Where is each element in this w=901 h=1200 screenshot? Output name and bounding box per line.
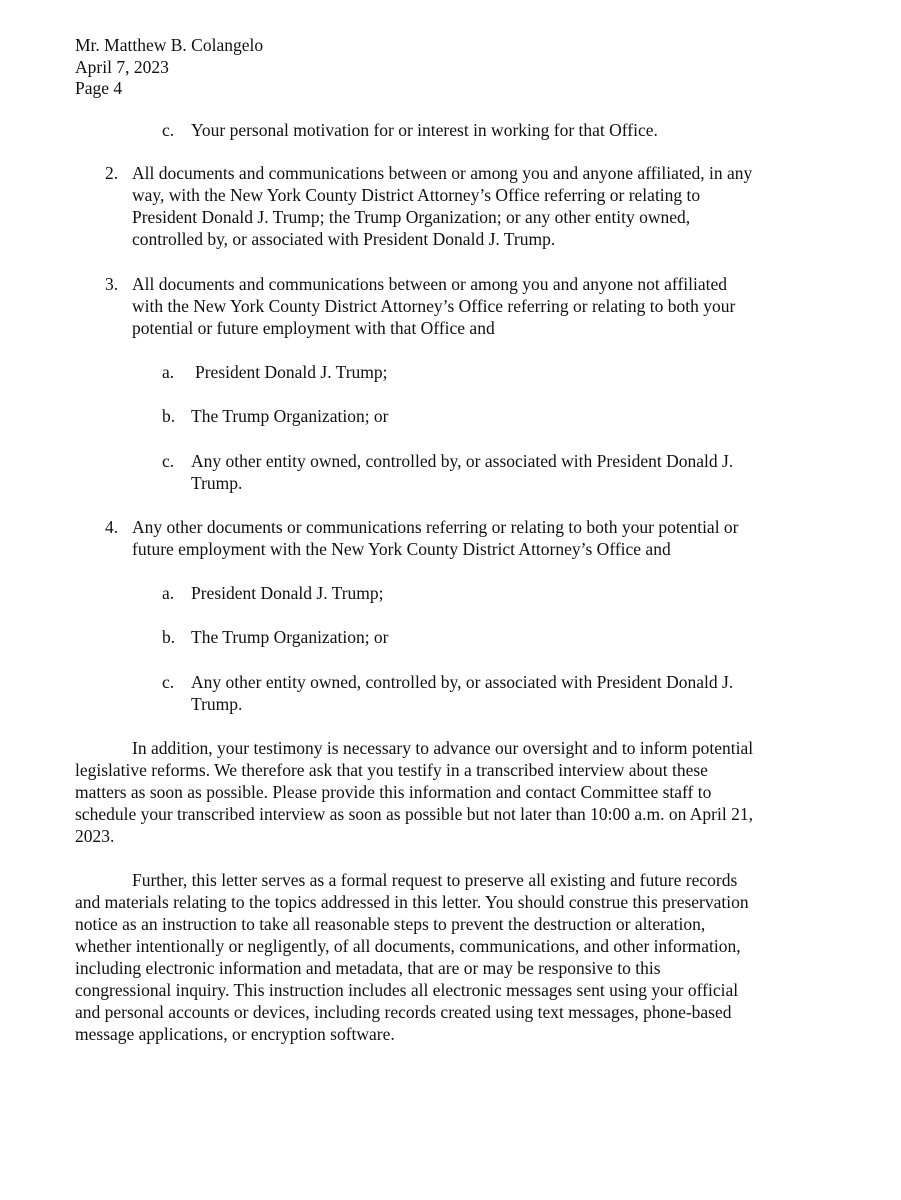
paragraph-line: congressional inquiry. This instruction includes all electronic messages sent using your official bbox=[75, 980, 739, 1000]
item-text-line: All documents and communications between or among you and anyone not affiliated bbox=[132, 274, 728, 294]
paragraph-line: and materials relating to the topics addressed in this letter. You should construe this preservation bbox=[75, 892, 749, 912]
recipient-name: Mr. Matthew B. Colangelo bbox=[75, 35, 264, 55]
subitem-text: Trump. bbox=[191, 473, 243, 493]
subitem-letter: a. bbox=[162, 583, 175, 603]
item-text-line: President Donald J. Trump; the Trump Organization; or any other entity owned, bbox=[132, 207, 691, 227]
item-text-line: Any other documents or communications referring or relating to both your potential or bbox=[132, 517, 739, 537]
item-text-line: All documents and communications between or among you and anyone affiliated, in any bbox=[132, 163, 753, 183]
item-number: 3. bbox=[105, 274, 119, 294]
subitem-letter: b. bbox=[162, 627, 176, 647]
subitem-text: Any other entity owned, controlled by, or associated with President Donald J. bbox=[191, 672, 734, 692]
paragraph-line: message applications, or encryption software. bbox=[75, 1024, 395, 1044]
paragraph-line: In addition, your testimony is necessary to advance our oversight and to inform potential bbox=[132, 738, 754, 758]
subitem-text: The Trump Organization; or bbox=[191, 627, 389, 647]
paragraph-line: legislative reforms. We therefore ask that you testify in a transcribed interview about these bbox=[75, 760, 708, 780]
item-text-line: controlled by, or associated with President Donald J. Trump. bbox=[132, 229, 556, 249]
page-number: Page 4 bbox=[75, 78, 123, 98]
item-text-line: with the New York County District Attorney’s Office referring or relating to both your bbox=[132, 296, 736, 316]
subitem-letter: c. bbox=[162, 451, 175, 471]
paragraph-line: 2023. bbox=[75, 826, 115, 846]
paragraph-line: Further, this letter serves as a formal request to preserve all existing and future records bbox=[132, 870, 738, 890]
item-number: 4. bbox=[105, 517, 119, 537]
subitem-text: The Trump Organization; or bbox=[191, 406, 389, 426]
item-text-line: way, with the New York County District Attorney’s Office referring or relating to bbox=[132, 185, 701, 205]
item-text-line: potential or future employment with that Office and bbox=[132, 318, 495, 338]
paragraph-line: notice as an instruction to take all reasonable steps to prevent the destruction or alteration, bbox=[75, 914, 706, 934]
item-number: 2. bbox=[105, 163, 119, 183]
paragraph-line: whether intentionally or negligently, of all documents, communications, and other information, bbox=[75, 936, 741, 956]
paragraph-line: and personal accounts or devices, including records created using text messages, phone-based bbox=[75, 1002, 732, 1022]
subitem-text: President Donald J. Trump; bbox=[195, 362, 388, 382]
paragraph-line: including electronic information and metadata, that are or may be responsive to this bbox=[75, 958, 661, 978]
paragraph-line: matters as soon as possible. Please provide this information and contact Committee staff to bbox=[75, 782, 712, 802]
subitem-letter: c. bbox=[162, 120, 175, 140]
item-text-line: future employment with the New York County District Attorney’s Office and bbox=[132, 539, 671, 559]
subitem-letter: c. bbox=[162, 672, 175, 692]
subitem-letter: a. bbox=[162, 362, 175, 382]
subitem-text: President Donald J. Trump; bbox=[191, 583, 384, 603]
subitem-text: Any other entity owned, controlled by, or associated with President Donald J. bbox=[191, 451, 734, 471]
subitem-text: Trump. bbox=[191, 694, 243, 714]
subitem-letter: b. bbox=[162, 406, 176, 426]
paragraph-line: schedule your transcribed interview as soon as possible but not later than 10:00 a.m. on April 21, bbox=[75, 804, 753, 824]
subitem-text: Your personal motivation for or interest in working for that Office. bbox=[191, 120, 658, 140]
letter-date: April 7, 2023 bbox=[75, 57, 169, 77]
